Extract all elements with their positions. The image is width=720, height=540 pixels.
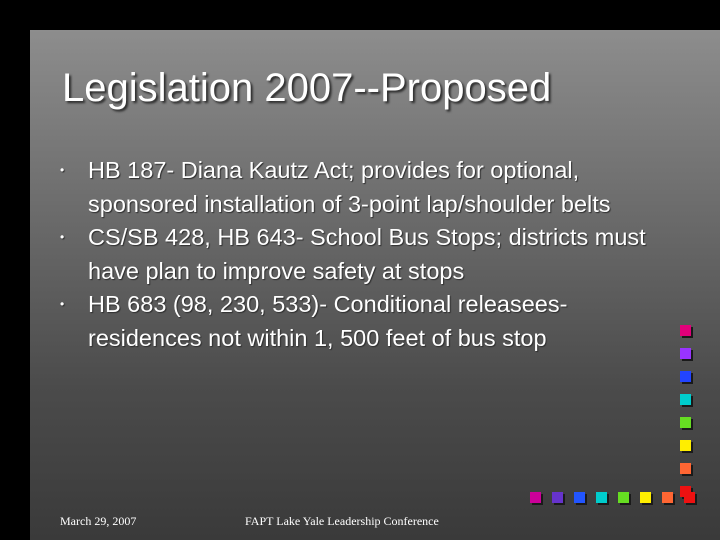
bullet-item xyxy=(60,221,660,288)
decor-square xyxy=(680,371,691,382)
slide-title: Legislation 2007--Proposed xyxy=(62,66,552,110)
bullet-item xyxy=(60,288,660,355)
bullet-list xyxy=(60,154,660,355)
decor-square xyxy=(530,492,541,503)
bullet-dot-icon: • xyxy=(60,230,65,244)
footer-conference: FAPT Lake Yale Leadership Conference xyxy=(245,514,439,528)
decor-square xyxy=(552,492,563,503)
decor-square xyxy=(680,463,691,474)
decor-square xyxy=(680,417,691,428)
decor-square xyxy=(618,492,629,503)
decor-square xyxy=(596,492,607,503)
decor-square xyxy=(684,492,695,503)
bullet-text: HB 683 (98, 230, 533)- Conditional releasees- residences not within 1, 500 feet of bus stop xyxy=(88,291,568,351)
decor-square xyxy=(680,394,691,405)
decor-square xyxy=(574,492,585,503)
bullet-text: HB 187- Diana Kautz Act; provides for optional, sponsored installation of 3-point lap/shoulder belts xyxy=(88,157,611,217)
bullet-dot-icon: • xyxy=(60,297,65,311)
bullet-dot-icon: • xyxy=(60,163,65,177)
decor-square xyxy=(680,325,691,336)
decor-square xyxy=(680,348,691,359)
decor-square xyxy=(662,492,673,503)
bullet-text: CS/SB 428, HB 643- School Bus Stops; districts must have plan to improve safety at stops xyxy=(88,224,646,284)
decor-square xyxy=(640,492,651,503)
bullet-item xyxy=(60,154,660,221)
footer-date: March 29, 2007 xyxy=(60,514,137,528)
decor-square xyxy=(680,440,691,451)
